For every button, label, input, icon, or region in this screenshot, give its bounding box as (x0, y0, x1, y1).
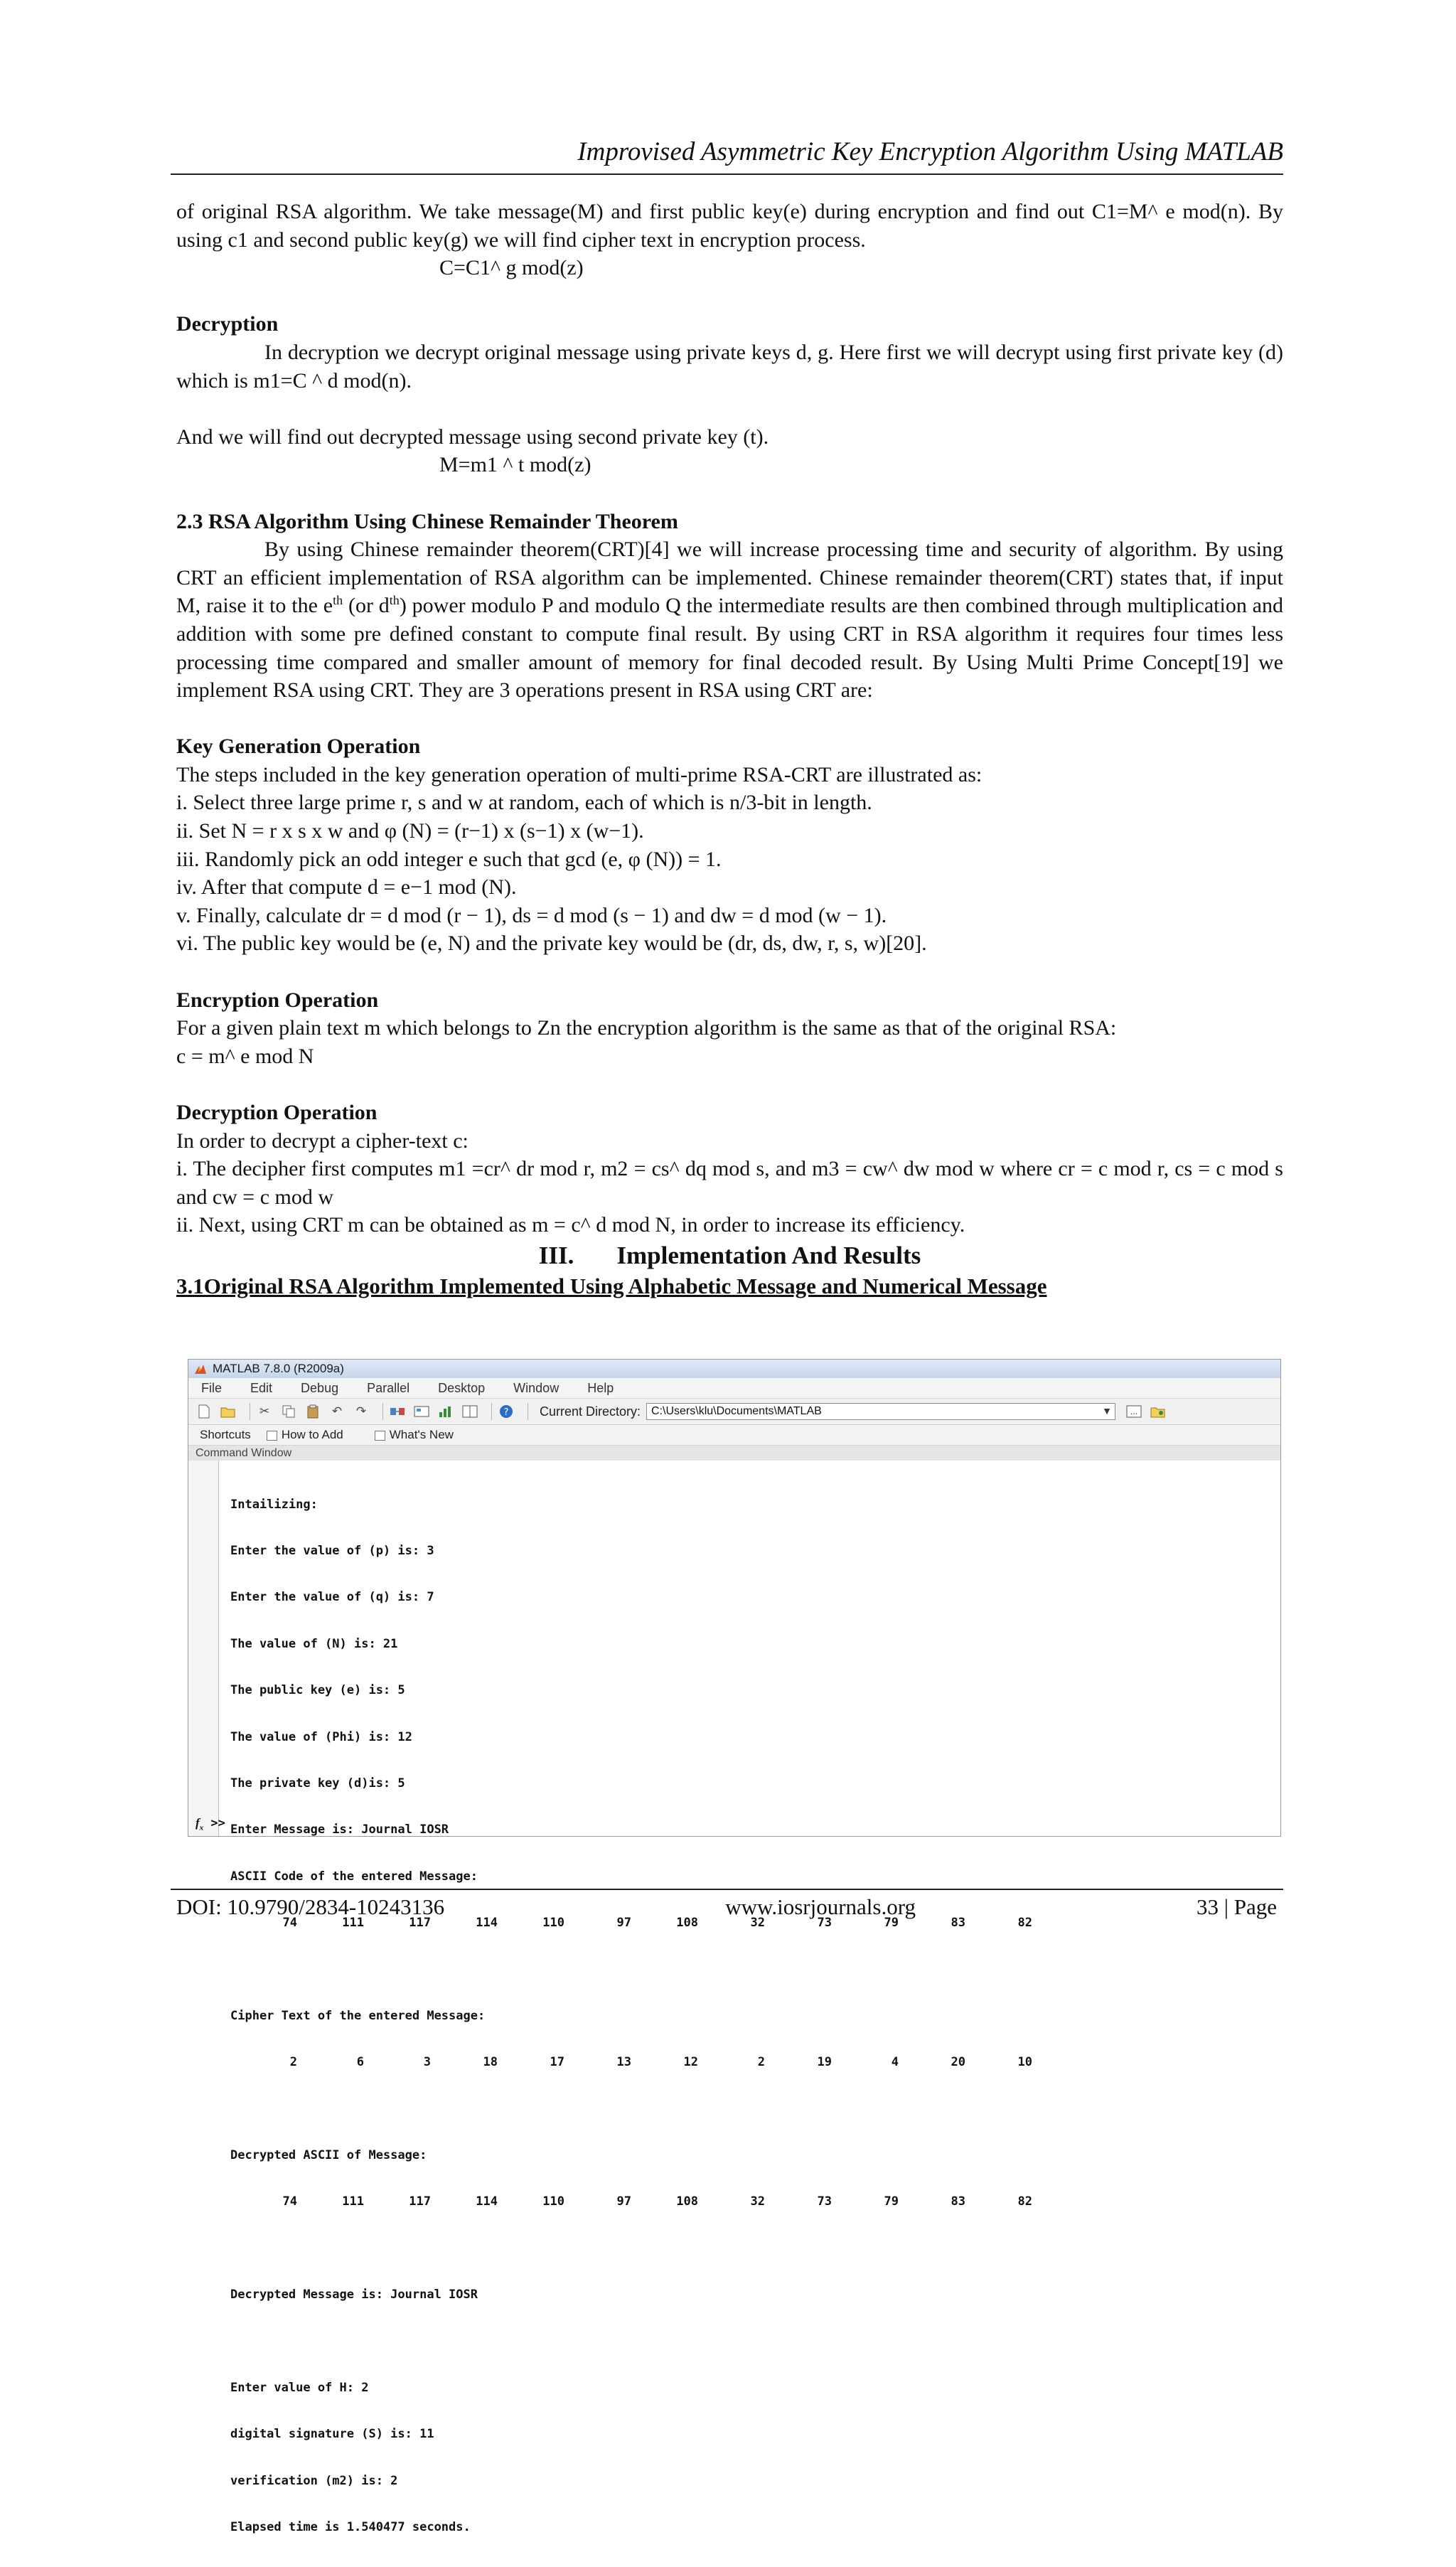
console-line: Cipher Text of the entered Message: (230, 2008, 486, 2023)
console-line: Enter the value of (p) is: 3 (230, 1543, 434, 1558)
heading-rsa-crt: 2.3 RSA Algorithm Using Chinese Remainder Theorem (176, 509, 678, 533)
heading-decryption: Decryption (176, 312, 279, 336)
menu-help[interactable]: Help (587, 1380, 614, 1395)
command-prompt[interactable]: $f_x$ >> (196, 1815, 225, 1832)
paragraph-crt: By using Chinese remainder theorem(CRT)[4] we will increase processing time and security of algorithm. By using CRT an efficient implementation of RSA algorithm can be implemented. Chinese remainder theorem(CRT) states that, if input M, raise it to the $e^{th}$ (or $d^{th}$) power modulo P and modulo Q the intermediate results are then combined through multiplication and addition with some pre defined constant to compute final result. By using CRT in RSA algorithm it requires four times less processing time compared and smaller amount of memory for final decoded result. By Using Multi Prime Concept[19] we implement RSA using CRT. They are 3 operations present in RSA using CRT are: (176, 538, 1283, 703)
browse-button-icon[interactable] (1125, 1404, 1142, 1419)
command-window-gutter (188, 1461, 218, 1836)
decop-step-1: i. The decipher first computes m1 =cr^ dr mod r, m2 = cs^ dq mod s, and m3 = cw^ dw mod w where cr = c mod r, cs = c mod s and cw = c mod w (176, 1157, 1283, 1209)
paragraph-decryption: In decryption we decrypt original message using private keys d, g. Here first we will decrypt using first private key (d) which is m1=C ^ d mod(n). (176, 340, 1283, 393)
fx-icon: $f_x$ (196, 1815, 204, 1832)
encop-formula: c = m^ e mod N (176, 1044, 314, 1068)
body-text (176, 198, 1283, 1301)
copy-icon[interactable] (280, 1404, 297, 1419)
keygen-step: i. Select three large prime r, s and w at random, each of which is n/3-bit in length. (176, 791, 872, 815)
layout-icon[interactable] (461, 1404, 478, 1419)
menu-debug[interactable]: Debug (301, 1380, 339, 1395)
footer-rule (171, 1889, 1283, 1890)
menu-parallel[interactable]: Parallel (367, 1380, 410, 1395)
console-line: Elapsed time is 1.540477 seconds. (230, 2520, 471, 2535)
toolbar (188, 1399, 1280, 1425)
section-title: III. Implementation And Results (538, 1241, 921, 1269)
console-output (230, 1466, 1032, 2567)
command-window-title: Command Window (188, 1446, 1280, 1462)
current-directory-value: C:\Users\klu\Documents\MATLAB (651, 1405, 822, 1417)
menu-window[interactable]: Window (513, 1380, 560, 1395)
shortcuts-label[interactable]: Shortcuts (200, 1428, 251, 1441)
menu-desktop[interactable]: Desktop (438, 1380, 486, 1395)
console-line: The public key (e) is: 5 (230, 1683, 405, 1698)
decop-intro: In order to decrypt a cipher-text c: (176, 1128, 469, 1153)
keygen-step: vi. The public key would be (e, N) and the private key would be (dr, ds, dw, r, s, w)[20]. (176, 932, 927, 956)
footer (176, 1893, 1277, 1921)
shortcuts-bar (188, 1425, 1280, 1446)
running-title: Improvised Asymmetric Key Encryption Algorithm Using MATLAB (577, 137, 1283, 166)
footer-doi: DOI: 10.9790/2834-10243136 (176, 1894, 445, 1919)
equation-encryption: C=C1^ g mod(z) (439, 256, 584, 280)
shortcut-whats-new[interactable]: What's New (375, 1428, 469, 1442)
console-line: Enter value of H: 2 (230, 2381, 369, 2396)
console-line: digital signature (S) is: 11 (230, 2427, 434, 2442)
keygen-step: ii. Set N = r x s x w and φ (N) = (r−1) x (s−1) x (w−1). (176, 819, 644, 843)
console-line: Decrypted Message is: Journal IOSR (230, 2288, 478, 2302)
keygen-step: iv. After that compute d = e−1 mod (N). (176, 875, 517, 900)
current-directory-input[interactable] (646, 1403, 1115, 1420)
equation-decryption: M=m1 ^ t mod(z) (439, 453, 592, 477)
footer-website: www.iosrjournals.org (725, 1894, 916, 1919)
cut-icon[interactable]: ✂ (259, 1404, 270, 1418)
paste-icon[interactable] (304, 1404, 321, 1419)
keygen-step: iii. Randomly pick an odd integer e such that gcd (e, φ (N)) = 1. (176, 847, 722, 871)
shortcut-icon (267, 1431, 277, 1441)
open-folder-icon[interactable] (220, 1404, 237, 1419)
help-icon[interactable] (498, 1404, 515, 1419)
redo-icon[interactable]: ↷ (355, 1404, 367, 1418)
footer-page-number: 33 | Page (1197, 1894, 1277, 1919)
menu-bar (188, 1378, 1280, 1399)
decop-step-2: ii. Next, using CRT m can be obtained as m = c^ d mod N, in order to increase its efficiency. (176, 1213, 965, 1237)
console-line: The value of (N) is: 21 (230, 1636, 398, 1651)
paragraph-encryption: of original RSA algorithm. We take message(M) and first public key(e) during encryption and find out C1=M^ e mod(n). By using c1 and second public key(g) we will find cipher text in encryption process. (176, 200, 1283, 252)
profiler-icon[interactable] (437, 1404, 454, 1419)
simulink-icon[interactable] (389, 1404, 406, 1419)
paragraph-decryption-2: And we will find out decrypted message using second private key (t). (176, 425, 769, 449)
console-line: Intailizing: (230, 1497, 318, 1512)
encop-text: For a given plain text m which belongs to Zn the encryption algorithm is the same as that of the original RSA: (176, 1016, 1117, 1040)
console-line: The value of (Phi) is: 12 (230, 1729, 412, 1744)
console-line: Decrypted ASCII of Message: (230, 2148, 427, 2163)
matlab-title-bar (188, 1360, 1280, 1378)
console-line: verification (m2) is: 2 (230, 2473, 398, 2488)
shortcut-how-to-add[interactable]: How to Add (267, 1428, 359, 1442)
console-line: The private key (d)is: 5 (230, 1776, 405, 1791)
cipher-values-row: 2 6 3 18 17 13 12 2 19 4 20 10 (289, 2055, 1032, 2070)
keygen-step: v. Finally, calculate dr = d mod (r − 1), ds = d mod (s − 1) and dw = d mod (w − 1). (176, 903, 887, 927)
current-directory-label: Current Directory: (540, 1404, 641, 1419)
svg-text:?: ? (503, 1407, 509, 1418)
decrypted-values-row: 74 111 117 114 110 97 108 32 73 79 83 82 (282, 2194, 1032, 2209)
matlab-logo-icon (194, 1363, 207, 1375)
keygen-intro: The steps included in the key generation operation of multi-prime RSA-CRT are illustrated as: (176, 762, 983, 786)
undo-icon[interactable]: ↶ (331, 1404, 343, 1418)
chevron-down-icon[interactable]: ▼ (1102, 1405, 1113, 1416)
heading-key-generation: Key Generation Operation (176, 735, 421, 759)
shortcut-icon (375, 1431, 385, 1441)
console-line: ASCII Code of the entered Message: (230, 1869, 478, 1884)
guide-icon[interactable] (413, 1404, 430, 1419)
menu-file[interactable]: File (201, 1380, 223, 1395)
menu-edit[interactable]: Edit (250, 1380, 273, 1395)
svg-text:...: ... (1130, 1407, 1138, 1416)
header-rule (171, 174, 1283, 175)
subsection-title: 3.1Original RSA Algorithm Implemented Using Alphabetic Message and Numerical Message (176, 1273, 1047, 1298)
folder-up-icon[interactable] (1150, 1404, 1167, 1419)
new-file-icon[interactable] (196, 1404, 213, 1419)
matlab-title: MATLAB 7.8.0 (R2009a) (213, 1362, 344, 1375)
console-line: Enter the value of (q) is: 7 (230, 1590, 434, 1605)
ascii-codes-row: 74 111 117 114 110 97 108 32 73 79 83 82 (282, 1916, 1032, 1931)
heading-decryption-operation: Decryption Operation (176, 1101, 378, 1124)
heading-encryption-operation: Encryption Operation (176, 988, 379, 1012)
console-line: Enter Message is: Journal IOSR (230, 1822, 449, 1837)
